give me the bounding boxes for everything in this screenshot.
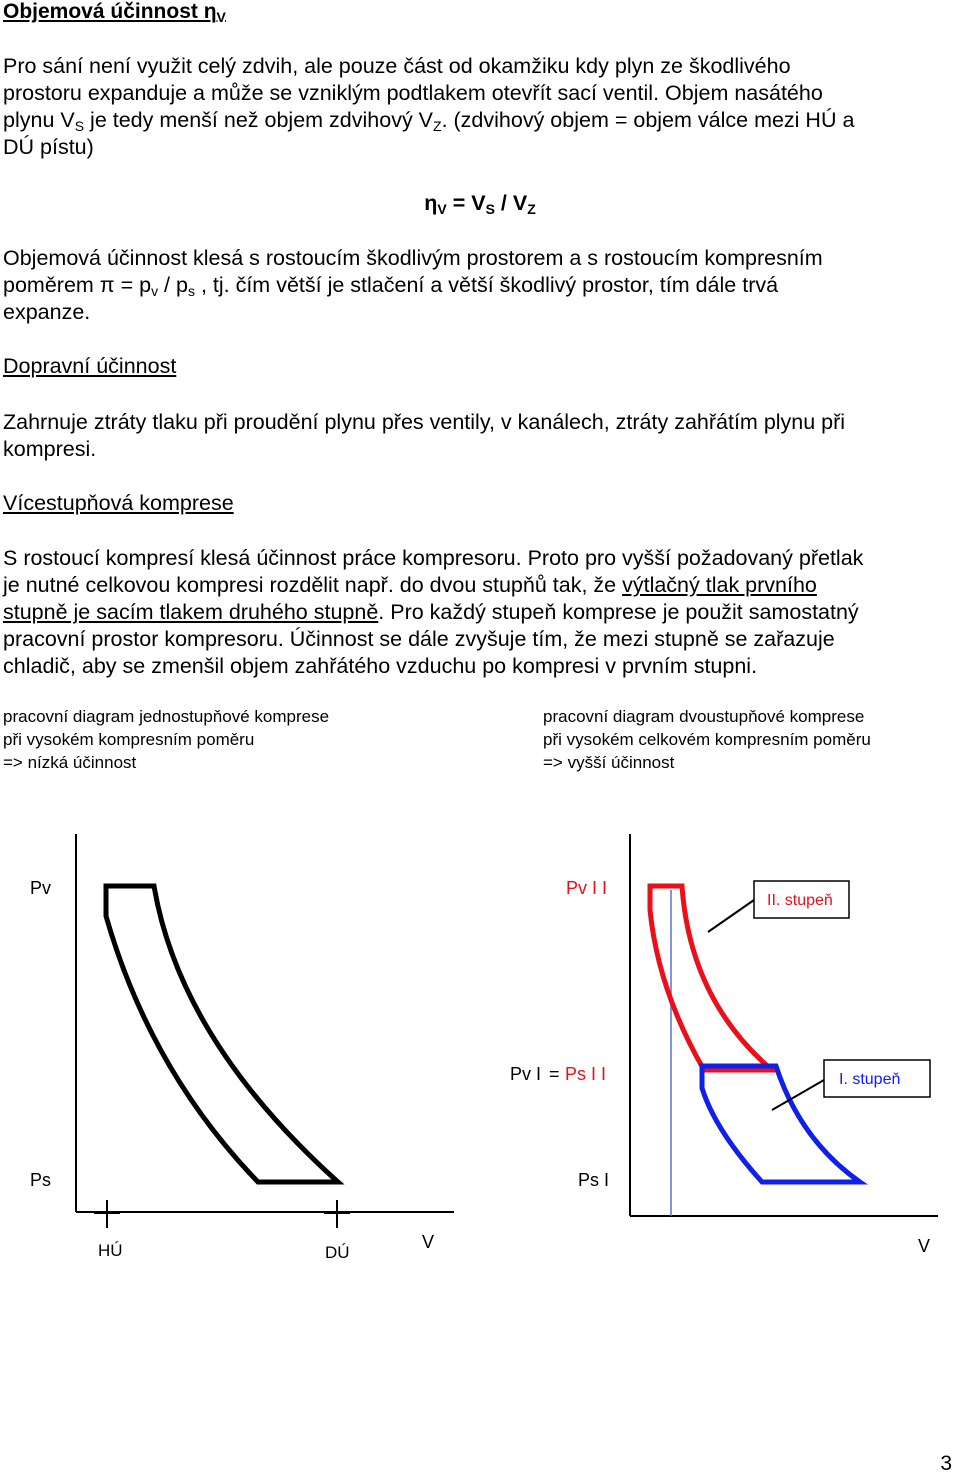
caption-single-stage: pracovní diagram jednostupňové komprese při vysokém kompresním poměru => nízká účinnost <box>3 707 330 772</box>
stage1-label: I. stupeň <box>839 1071 901 1088</box>
paragraph-transport: Zahrnuje ztráty tlaku při proudění plynu přes ventily, v kanálech, ztráty zahřátím plynu při kompresi. <box>3 410 846 461</box>
ps-label: Ps <box>30 1170 52 1190</box>
pv1-label: Pv I <box>510 1064 542 1084</box>
stage2-pointer <box>708 900 754 932</box>
v-axis-label: V <box>918 1236 931 1256</box>
pv2-label: Pv I I <box>566 878 608 898</box>
efficiency-formula: $\eta_V = V_S / V_Z$ <box>424 191 536 217</box>
paragraph-multistage: S rostoucí kompresí klesá účinnost práce kompresoru. Proto pro vyšší požadovaný přetlak je nutné celkovou kompresi rozdělit např. do dvou stupňů tak, že výtlačný tlak prvního stupně je sacím tlakem druhého stupně. Pro každý stupeň komprese je použit samostatný pracovní prostor kompresoru. Účinnost se dále zvyšuje tím, že mezi stupně se zařazuje chladič, aby se zmenšil objem zahřátého vzduchu po kompresi v prvním stupni. <box>3 546 864 678</box>
heading-multistage: Vícestupňová komprese <box>3 491 234 515</box>
heading-transport-efficiency: Dopravní účinnost <box>3 354 177 378</box>
stage2-label: II. stupeň <box>767 892 833 909</box>
equals-sign: = <box>549 1064 560 1084</box>
paragraph-intro: Pro sání není využit celý zdvih, ale pouze část od okamžiku kdy plyn ze škodlivého prostoru expanduje a může se vzniklým podtlakem otevřít sací ventil. Objem nasátého plynu $V_S$ je tedy menší než objem zdvihový $V_Z$. (zdvihový objem = objem válce mezi HÚ a DÚ pístu) <box>3 54 855 159</box>
single-stage-pv-diagram <box>0 820 480 1270</box>
page-number: 3 <box>940 1452 952 1475</box>
two-stage-pv-diagram <box>480 820 960 1270</box>
stage1-pointer <box>772 1080 824 1110</box>
ps2-label: Ps I I <box>565 1064 607 1084</box>
work-cycle-curve <box>106 886 338 1182</box>
section-title: Objemová účinnost $\eta_V$ <box>3 0 226 25</box>
v-axis-label: V <box>422 1232 435 1252</box>
ps1-label: Ps I <box>578 1170 610 1190</box>
pv-label: Pv <box>30 878 52 898</box>
hu-label: HÚ <box>98 1241 123 1260</box>
du-label: DÚ <box>325 1243 350 1262</box>
caption-two-stage: pracovní diagram dvoustupňové komprese při vysokém celkovém kompresním poměru => vyšší účinnost <box>543 707 871 772</box>
paragraph-volumetric: Objemová účinnost klesá s rostoucím škodlivým prostorem a s rostoucím kompresním poměrem $\pi = p_v / p_s$ , tj. čím větší je stlačení a větší škodlivý prostor, tím dále trvá expanze. <box>3 246 823 324</box>
